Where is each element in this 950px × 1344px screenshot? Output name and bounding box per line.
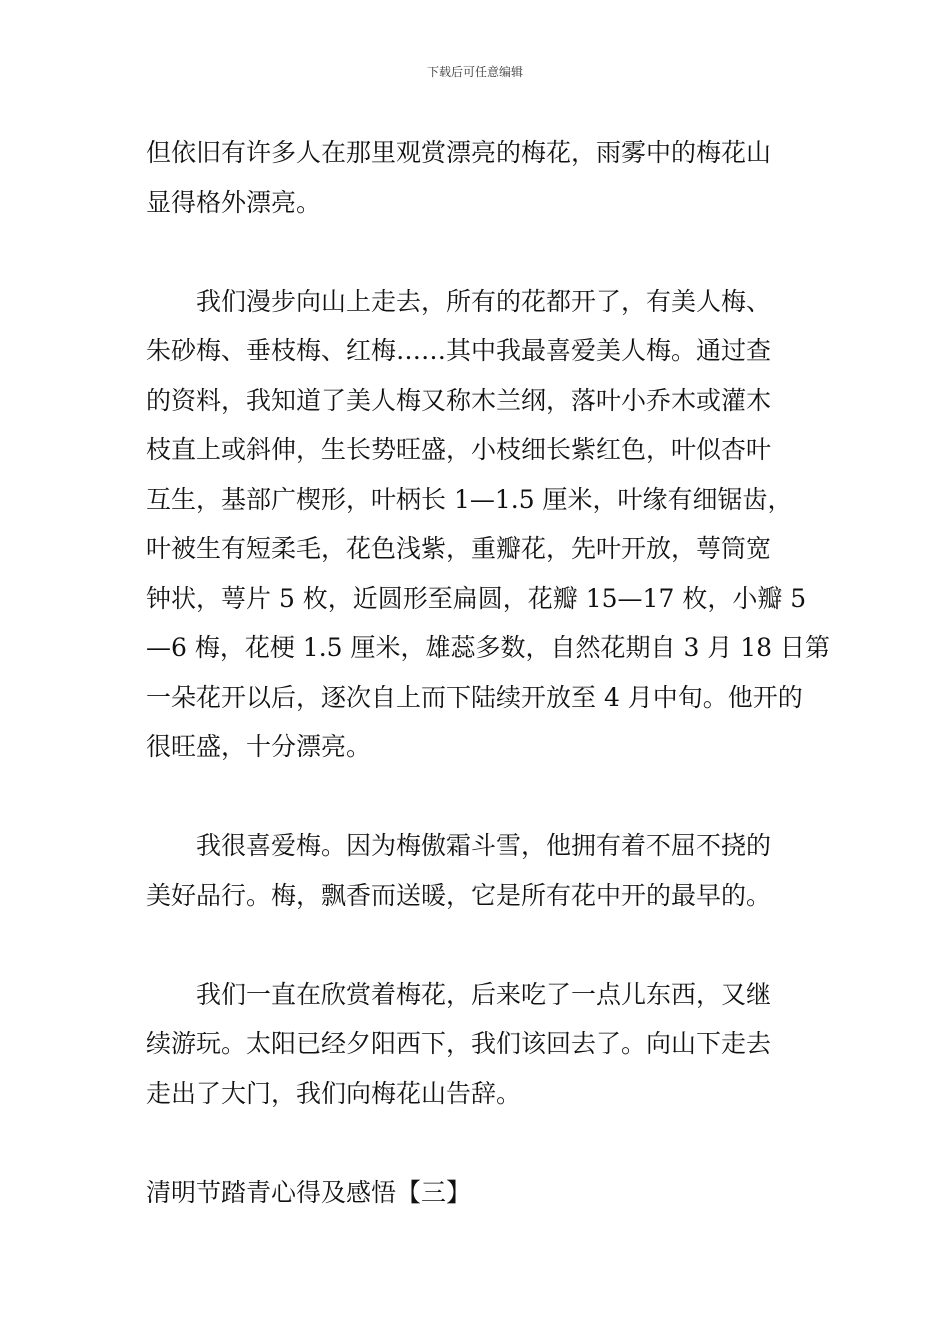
- text-line: 美好品行。梅，飘香而送暖，它是所有花中开的最早的。: [146, 880, 772, 910]
- page-header: 下载后可任意编辑: [426, 65, 523, 79]
- paragraph-spacer: [146, 1118, 806, 1168]
- paragraph-spacer: [146, 772, 806, 822]
- paragraph-2: [146, 277, 831, 772]
- text-line: 我们一直在欣赏着梅花，后来吃了一点儿东西，又继: [196, 979, 772, 1009]
- text-line: 的资料，我知道了美人梅又称木兰纲，落叶小乔木或灌木: [146, 385, 772, 415]
- paragraph-spacer: [146, 920, 806, 970]
- section-title: 清明节踏青心得及感悟【三】: [146, 1177, 472, 1207]
- text-line: 朱砂梅、垂枝梅、红梅……其中我最喜爱美人梅。通过查: [146, 336, 772, 365]
- text-line: 走出了大门，我们向梅花山告辞。: [146, 1078, 522, 1108]
- text-line: 显得格外漂亮。: [146, 187, 322, 217]
- paragraph-spacer: [146, 227, 806, 277]
- document-body: [146, 128, 831, 1217]
- paragraph-4: [146, 970, 806, 1119]
- paragraph-3: [146, 821, 806, 920]
- text-line: 我很喜爱梅。因为梅傲霜斗雪，他拥有着不屈不挠的: [196, 831, 772, 860]
- text-line: 一朵花开以后，逐次自上而下陆续开放至 4 月中旬。他开的: [146, 682, 803, 712]
- text-line: 续游玩。太阳已经夕阳西下，我们该回去了。向山下走去: [146, 1029, 772, 1058]
- text-line: 我们漫步向山上走去，所有的花都开了，有美人梅、: [196, 286, 772, 316]
- text-line: 枝直上或斜伸，生长势旺盛，小枝细长紫红色，叶似杏叶: [146, 435, 772, 464]
- text-line: 但依旧有许多人在那里观赏漂亮的梅花，雨雾中的梅花山: [146, 138, 772, 167]
- text-line: 钟状，萼片 5 枚，近圆形至扁圆，花瓣 15—17 枚，小瓣 5: [146, 583, 807, 613]
- text-line: 叶被生有短柔毛，花色浅紫，重瓣花，先叶开放，萼筒宽: [146, 534, 772, 563]
- text-line: 互生，基部广楔形，叶柄长 1—1.5 厘米，叶缘有细锯齿，: [146, 484, 793, 514]
- paragraph-1: [146, 128, 806, 227]
- text-line: 很旺盛，十分漂亮。: [146, 732, 372, 761]
- text-line: —6 梅，花梗 1.5 厘米，雄蕊多数，自然花期自 3 月 18 日第: [146, 633, 831, 662]
